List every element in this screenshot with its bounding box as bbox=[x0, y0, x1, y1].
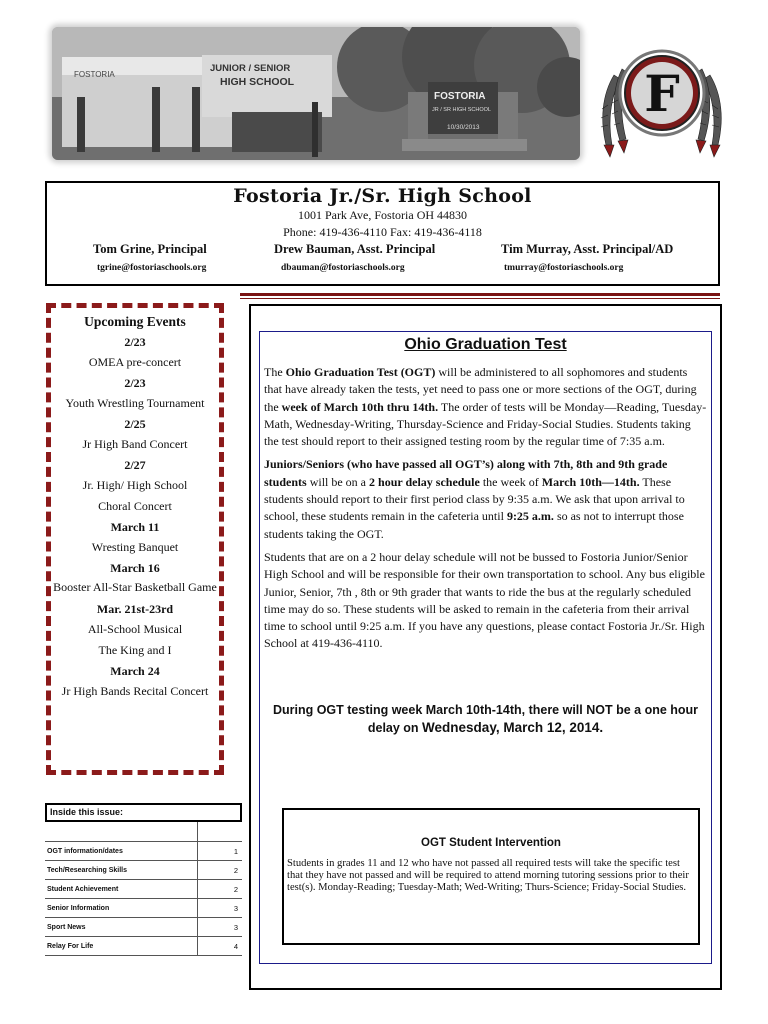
sign-right-line2: JR / SR HIGH SCHOOL bbox=[432, 107, 491, 113]
event-date: March 24 bbox=[110, 664, 160, 678]
contents-page: 4 bbox=[198, 937, 243, 956]
table-row[interactable] bbox=[45, 937, 242, 956]
staff-ad-name: Tim Murray, Asst. Principal/AD bbox=[501, 242, 674, 256]
contents-page: 3 bbox=[198, 918, 243, 937]
event-name: All-School Musical bbox=[87, 622, 183, 636]
intervention-body: Students in grades 11 and 12 who have not passed all required tests will take the specific test that they have not passed and will be required to attend morning tutoring sessions prior to their test(s). Monday-Reading; Tuesday-Math; Wed-Writing; Thurs-Science; Friday-Social Studies. bbox=[287, 858, 689, 893]
staff-principal-name: Tom Grine, Principal bbox=[93, 242, 207, 256]
school-photo bbox=[52, 27, 580, 160]
event-date: Mar. 21st-23rd bbox=[96, 602, 174, 616]
table-row[interactable] bbox=[45, 899, 242, 918]
contents-label: Student Achievement bbox=[45, 880, 198, 899]
divider-line-thin bbox=[240, 298, 720, 299]
event-name: Youth Wrestling Tournament bbox=[65, 396, 205, 410]
inside-title: Inside this issue: bbox=[45, 803, 242, 822]
event-date: March 11 bbox=[110, 520, 160, 534]
article-body bbox=[264, 364, 707, 659]
contents-label: Relay For Life bbox=[45, 937, 198, 956]
article-paragraph: Students that are on a 2 hour delay schedule will not be bussed to Fostoria Junior/Senior High School and will be responsible for their own transportation to school. Any bus eligible Junior, Senior, 7th , 8th or 9th grader that wants to ride the bus at the regularly scheduled time may do so. These students will be asked to remain in the cafeteria from their arrival time to school until 9:25 a.m. If you have any questions, please contact Fostoria Jr./Sr. High School at 419-436-4110. bbox=[264, 549, 705, 651]
staff-asst-principal-email[interactable]: dbauman@fostoriaschools.org bbox=[281, 263, 405, 273]
event-name: Jr High Bands Recital Concert bbox=[61, 684, 209, 698]
school-logo bbox=[596, 45, 728, 160]
ogt-intervention-box bbox=[282, 808, 700, 945]
sign-center-line2: HIGH SCHOOL bbox=[220, 76, 295, 88]
sign-left-text: FOSTORIA bbox=[74, 70, 115, 79]
event-name: Booster All-Star Basketball Game bbox=[53, 580, 217, 594]
contents-page: 2 bbox=[198, 880, 243, 899]
table-row[interactable] bbox=[45, 842, 242, 861]
article-title: Ohio Graduation Test bbox=[404, 336, 567, 353]
contents-page: 2 bbox=[198, 861, 243, 880]
contents-label: Tech/Researching Skills bbox=[45, 861, 198, 880]
inside-this-issue bbox=[45, 803, 242, 956]
contents-label: OGT information/dates bbox=[45, 842, 198, 861]
table-row bbox=[45, 822, 242, 842]
events-title: Upcoming Events bbox=[84, 314, 186, 329]
contents-table bbox=[45, 822, 242, 956]
divider-line bbox=[240, 293, 720, 296]
event-name: OMEA pre-concert bbox=[88, 355, 182, 369]
sign-right-line1: FOSTORIA bbox=[434, 91, 486, 102]
article-paragraph: Juniors/Seniors (who have passed all OGT’s) along with 7th, 8th and 9th grade students will be on a 2 hour delay schedule the week of March 10th—14th. These students should report to their first period class by 9:35 a.m. We ask that upon arrival to school, these students remain in the cafeteria until 9:25 a.m. so as not to interrupt those students taking the OGT. bbox=[264, 457, 685, 541]
contents-label: Senior Information bbox=[45, 899, 198, 918]
contents-page: 1 bbox=[198, 842, 243, 861]
table-row[interactable] bbox=[45, 880, 242, 899]
table-row[interactable] bbox=[45, 861, 242, 880]
staff-ad-email[interactable]: tmurray@fostoriaschools.org bbox=[504, 263, 624, 273]
logo-letter: F bbox=[644, 64, 680, 123]
event-name: Jr. High/ High School bbox=[82, 478, 188, 492]
upcoming-events-box bbox=[46, 303, 224, 775]
sign-right-line3: 10/30/2013 bbox=[447, 124, 480, 131]
events-list bbox=[51, 332, 219, 702]
event-name-line2: The King and I bbox=[98, 643, 172, 657]
contents-label: Sport News bbox=[45, 918, 198, 937]
masthead bbox=[45, 181, 720, 286]
event-date: 2/25 bbox=[124, 417, 146, 431]
contents-page: 3 bbox=[198, 899, 243, 918]
event-name: Wresting Banquet bbox=[91, 540, 179, 554]
article-paragraph: The Ohio Graduation Test (OGT) will be administered to all sophomores and students that have already taken the tests, yet need to pass one or more sections of the OGT, during the week of March 10th thru 14th. The order of tests will be Monday—Reading, Tuesday-Math, Wednesday-Writing, Thursday-Science and Friday-Social Studies. Students taking the test should report to their assigned testing room by the regular time of 7:35 a.m. bbox=[264, 365, 707, 449]
school-address: 1001 Park Ave, Fostoria OH 44830 bbox=[297, 208, 468, 222]
event-date: March 16 bbox=[110, 561, 160, 575]
school-phone: Phone: 419-436-4110 Fax: 419-436-4118 bbox=[283, 225, 482, 239]
event-date: 2/23 bbox=[124, 376, 146, 390]
staff-principal-email[interactable]: tgrine@fostoriaschools.org bbox=[97, 263, 207, 273]
event-name-line2: Choral Concert bbox=[98, 499, 172, 513]
delay-notice: During OGT testing week March 10th-14th, there will NOT be a one hour delay on Wednesday, March 12, 2014. bbox=[272, 703, 699, 735]
staff-asst-principal-name: Drew Bauman, Asst. Principal bbox=[274, 242, 436, 256]
intervention-title: OGT Student Intervention bbox=[421, 837, 561, 849]
sign-center-line1: JUNIOR / SENIOR bbox=[210, 63, 291, 74]
event-name: Jr High Band Concert bbox=[82, 437, 188, 451]
school-name: Fostoria Jr./Sr. High School bbox=[233, 185, 532, 207]
event-date: 2/23 bbox=[124, 335, 146, 349]
table-row[interactable] bbox=[45, 918, 242, 937]
event-date: 2/27 bbox=[124, 458, 146, 472]
